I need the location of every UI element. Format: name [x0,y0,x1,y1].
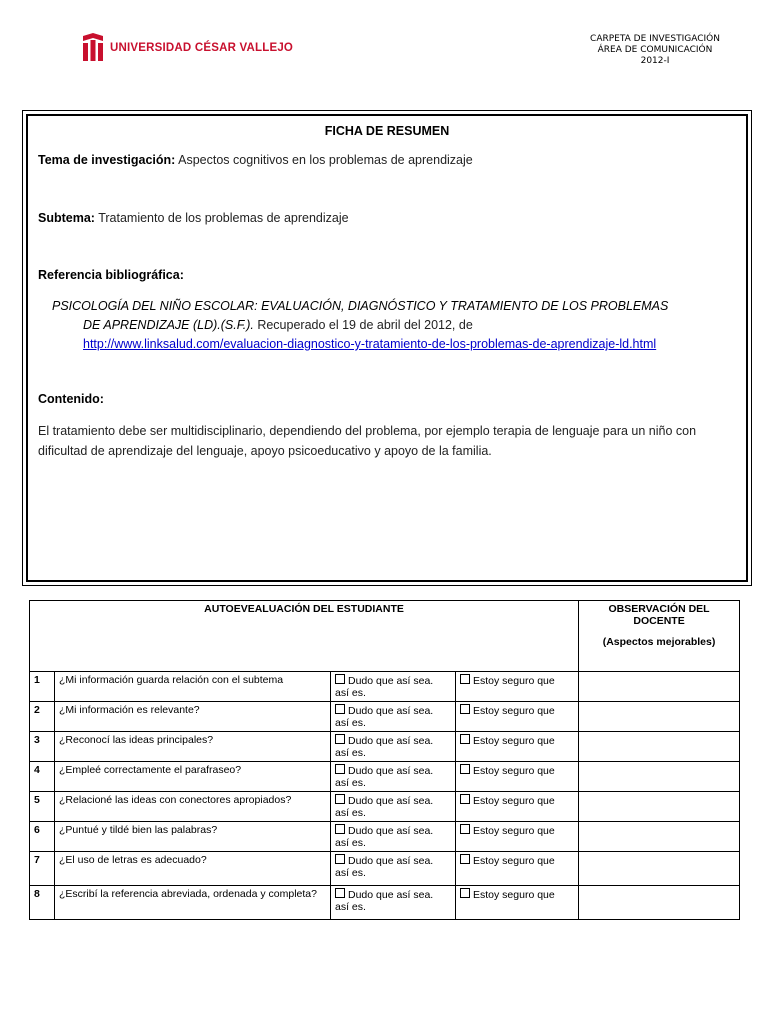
option-doubt-cell [331,886,456,920]
topic-value: Aspectos cognitivos en los problemas de aprendizaje [178,153,473,167]
header-line-2: ÁREA DE COMUNICACIÓN [597,45,713,55]
teacher-observation-cell[interactable] [579,886,740,920]
option-doubt-label-cont: así es. [335,867,366,879]
teacher-observation-cell[interactable] [579,792,740,822]
option-doubt-label-cont: así es. [335,901,366,913]
option-doubt-label: Dudo que así sea. [348,735,434,747]
checkbox-doubt[interactable] [335,824,345,834]
option-doubt-label-cont: así es. [335,687,366,699]
teacher-observation-cell[interactable] [579,822,740,852]
row-number: 4 [30,762,55,792]
checkbox-sure[interactable] [460,674,470,684]
row-question: ¿El uso de letras es adecuado? [55,852,331,886]
checkbox-doubt[interactable] [335,764,345,774]
header-info [560,34,750,67]
row-question: ¿Mi información es relevante? [55,702,331,732]
option-doubt-cell [331,852,456,886]
checkbox-sure[interactable] [460,734,470,744]
university-shield-icon [82,33,104,63]
university-logo [82,33,293,63]
reference-retrieved: Recuperado el 19 de abril del 2012, de [253,318,473,332]
checkbox-sure[interactable] [460,764,470,774]
row-question: ¿Reconocí las ideas principales? [55,732,331,762]
option-doubt-label: Dudo que así sea. [348,675,434,687]
checkbox-doubt[interactable] [335,674,345,684]
checkbox-doubt[interactable] [335,854,345,864]
checkbox-doubt[interactable] [335,704,345,714]
option-sure-label: Estoy seguro que [473,705,555,717]
subtopic-label: Subtema: [38,211,95,225]
option-doubt-label: Dudo que así sea. [348,825,434,837]
evaluation-row [30,672,740,702]
topic-row [38,153,473,167]
option-doubt-cell [331,702,456,732]
header-line-1: CARPETA DE INVESTIGACIÓN [590,34,720,44]
option-sure-label: Estoy seguro que [473,735,555,747]
teacher-observation-cell[interactable] [579,762,740,792]
summary-card-inner [26,114,748,582]
row-number: 5 [30,792,55,822]
option-doubt-label: Dudo que así sea. [348,795,434,807]
option-doubt-label-cont: así es. [335,807,366,819]
subtopic-value: Tratamiento de los problemas de aprendizaje [98,211,349,225]
option-sure-cell [456,732,579,762]
checkbox-doubt[interactable] [335,888,345,898]
option-sure-label: Estoy seguro que [473,675,555,687]
header-line-3: 2012-I [640,56,670,66]
option-sure-cell [456,886,579,920]
option-sure-label: Estoy seguro que [473,825,555,837]
evaluation-row [30,732,740,762]
evaluation-row [30,792,740,822]
option-doubt-cell [331,732,456,762]
option-sure-cell [456,702,579,732]
evaluation-row [30,762,740,792]
self-evaluation-title: AUTOEVEALUACIÓN DEL ESTUDIANTE [30,601,579,672]
evaluation-row [30,852,740,886]
checkbox-sure[interactable] [460,704,470,714]
row-number: 6 [30,822,55,852]
checkbox-doubt[interactable] [335,794,345,804]
option-sure-cell [456,672,579,702]
teacher-observation-title: OBSERVACIÓN DEL DOCENTE [608,603,710,627]
option-doubt-label-cont: así es. [335,837,366,849]
reference-title-line1: PSICOLOGÍA DEL NIÑO ESCOLAR: EVALUACIÓN, DIAGNÓSTICO Y TRATAMIENTO DE LOS PROBLEMAS [52,299,669,313]
teacher-observation-cell[interactable] [579,702,740,732]
row-question: ¿Relacioné las ideas con conectores apropiados? [55,792,331,822]
checkbox-sure[interactable] [460,854,470,864]
option-doubt-label: Dudo que así sea. [348,855,434,867]
evaluation-row [30,702,740,732]
teacher-observation-cell[interactable] [579,672,740,702]
row-number: 8 [30,886,55,920]
reference-url-line [52,335,742,354]
checkbox-doubt[interactable] [335,734,345,744]
content-text: El tratamiento debe ser multidisciplinario, dependiendo del problema, por ejemplo terapia de lenguaje para un niño con dificultad de aprendizaje del lenguaje, apoyo psicoeducativo y apoyo de la familia. [38,424,697,458]
row-number: 1 [30,672,55,702]
row-number: 2 [30,702,55,732]
option-sure-label: Estoy seguro que [473,889,555,901]
checkbox-sure[interactable] [460,824,470,834]
option-doubt-label-cont: así es. [335,777,366,789]
option-doubt-label-cont: así es. [335,747,366,759]
checkbox-sure[interactable] [460,794,470,804]
teacher-observation-subtitle: (Aspectos mejorables) [602,636,716,648]
reference-title-line2: DE APRENDIZAJE (LD).(S.F.). [83,318,254,332]
reference-label: Referencia bibliográfica: [38,268,184,282]
table-header-row [30,601,740,672]
evaluation-row [30,886,740,920]
option-doubt-cell [331,822,456,852]
option-doubt-label: Dudo que así sea. [348,765,434,777]
option-sure-label: Estoy seguro que [473,765,555,777]
teacher-observation-cell[interactable] [579,852,740,886]
option-doubt-cell [331,792,456,822]
option-doubt-label: Dudo que así sea. [348,889,434,901]
row-question: ¿Mi información guarda relación con el subtema [55,672,331,702]
option-sure-cell [456,852,579,886]
row-number: 3 [30,732,55,762]
summary-card [22,110,752,586]
option-sure-cell [456,762,579,792]
row-question: ¿Escribí la referencia abreviada, ordenada y completa? [55,886,331,920]
reference-url-link[interactable]: http://www.linksalud.com/evaluacion-diagnostico-y-tratamiento-de-los-problemas-de-aprendizaje-ld.html [83,337,657,351]
university-name: UNIVERSIDAD CÉSAR VALLEJO [110,42,294,54]
evaluation-row [30,822,740,852]
subtopic-row [38,211,349,225]
self-evaluation-table [29,600,740,920]
option-doubt-cell [331,672,456,702]
checkbox-sure[interactable] [460,888,470,898]
row-number: 7 [30,852,55,886]
teacher-observation-cell[interactable] [579,732,740,762]
topic-label: Tema de investigación: [38,153,176,167]
reference-block [52,297,742,354]
content-label: Contenido: [38,392,104,406]
row-question: ¿Puntué y tildé bien las palabras? [55,822,331,852]
option-sure-cell [456,822,579,852]
option-sure-label: Estoy seguro que [473,795,555,807]
reference-line2 [52,316,742,335]
option-sure-cell [456,792,579,822]
summary-title: FICHA DE RESUMEN [324,124,450,138]
option-doubt-cell [331,762,456,792]
option-doubt-label: Dudo que así sea. [348,705,434,717]
row-question: ¿Empleé correctamente el parafraseo? [55,762,331,792]
option-sure-label: Estoy seguro que [473,855,555,867]
teacher-observation-header [579,601,740,672]
option-doubt-label-cont: así es. [335,717,366,729]
